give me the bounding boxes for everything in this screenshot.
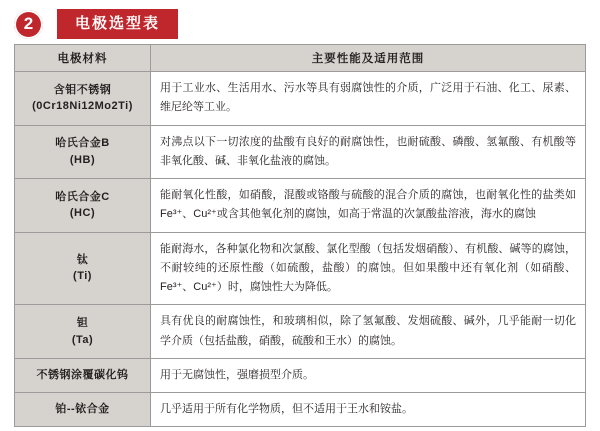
- table-row: [15, 393, 586, 427]
- material-cell: [15, 358, 151, 392]
- description-cell: 能耐氧化性酸，如硝酸，混酸或铬酸与硫酸的混合介质的腐蚀，也耐氧化性的盐类如Fe³⁺、Cu²⁺或含其他氧化剂的腐蚀，如高于常温的次氯酸盐溶液，海水的腐蚀: [151, 179, 586, 233]
- material-name-line: 钽: [76, 317, 89, 329]
- column-header-material: 电极材料: [15, 45, 151, 72]
- page-title: 电极选型表: [57, 9, 178, 39]
- material-code-line: (HB): [69, 153, 96, 166]
- table-header: [15, 45, 586, 72]
- table-row: [15, 358, 586, 392]
- description-cell: 具有优良的耐腐蚀性，和玻璃相似，除了氢氟酸、发烟硫酸、碱外，几乎能耐一切化学介质（包括盐酸，硝酸，硫酸和王水）的腐蚀。: [151, 305, 586, 359]
- material-cell: [15, 232, 151, 305]
- material-name-line: 含钼不锈钢: [53, 83, 112, 96]
- material-name-line: 哈氏合金B: [55, 137, 110, 150]
- section-number-badge: 2: [14, 10, 43, 39]
- material-name-line: 钛: [76, 253, 89, 266]
- column-header-description: 主要性能及适用范围: [151, 45, 586, 72]
- description-cell: 用于无腐蚀性，强磨损型介质。: [151, 358, 586, 392]
- description-cell: 能耐海水，各种氯化物和次氯酸、氯化型酸（包括发烟硝酸）、有机酸、碱等的腐蚀，不耐较纯的还原性酸（如硫酸，盐酸）的腐蚀。但如果酸中还有氧化剂（如硝酸、Fe³⁺、Cu²⁺）时，腐蚀性大为降低。: [151, 232, 586, 305]
- material-name-line: 哈氏合金C: [55, 190, 110, 203]
- table-row: [15, 125, 586, 179]
- material-cell: [15, 72, 151, 126]
- material-cell: [15, 179, 151, 233]
- material-name-line: 铂--铱合金: [55, 403, 110, 416]
- table-row: [15, 232, 586, 305]
- material-cell: [15, 125, 151, 179]
- material-code-line: (Ti): [73, 270, 92, 283]
- material-code-line: (0Cr18Ni12Mo2Ti): [32, 100, 133, 113]
- description-cell: 几乎适用于所有化学物质，但不适用于王水和铵盐。: [151, 393, 586, 427]
- material-cell: [15, 305, 151, 359]
- description-cell: 对沸点以下一切浓度的盐酸有良好的耐腐蚀性，也耐硫酸、磷酸、氢氟酸、有机酸等非氧化酸、碱、非氧化盐液的腐蚀。: [151, 125, 586, 179]
- table-row: [15, 305, 586, 359]
- page-header: [0, 0, 600, 44]
- electrode-spec-table: [14, 44, 586, 427]
- table-body: [15, 72, 586, 427]
- table-header-row: [15, 45, 586, 72]
- material-name-line: 不锈钢涂覆碳化钨: [36, 369, 129, 382]
- material-code-line: (Ta): [71, 333, 94, 346]
- description-cell: 用于工业水、生活用水、污水等具有弱腐蚀性的介质，广泛用于石油、化工、尿素、维尼纶等工业。: [151, 72, 586, 126]
- table-row: [15, 72, 586, 126]
- table-container: [0, 44, 600, 427]
- material-code-line: (HC): [69, 207, 96, 220]
- table-row: [15, 179, 586, 233]
- material-cell: [15, 393, 151, 427]
